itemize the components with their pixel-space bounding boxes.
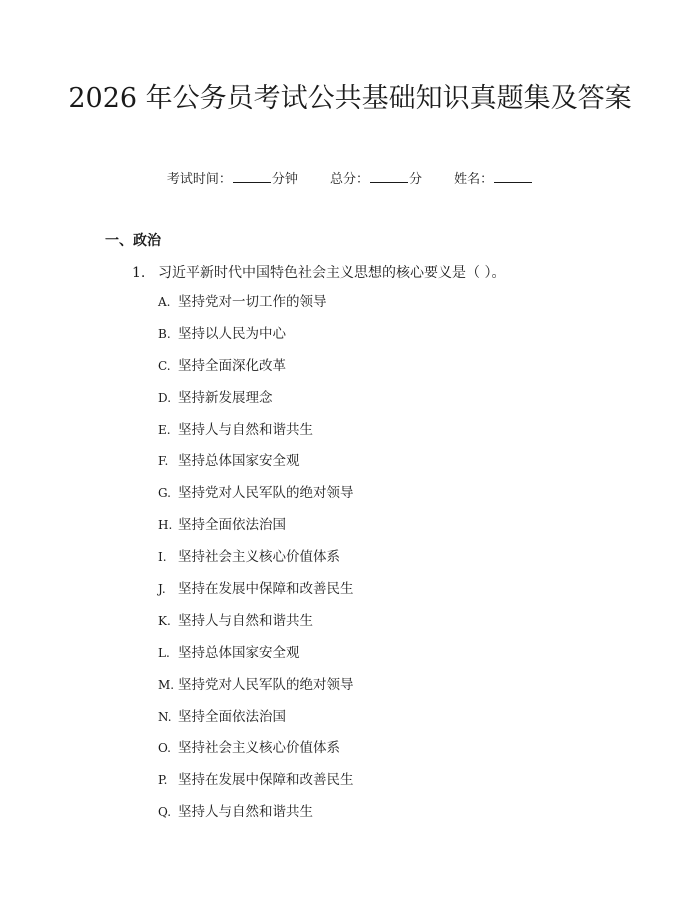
option-list xyxy=(158,292,354,834)
exam-time-label: 考试时间： xyxy=(166,172,232,187)
option-text: 坚持社会主义核心价值体系 xyxy=(178,740,340,757)
option-letter: A. xyxy=(158,295,171,309)
option-text: 坚持新发展理念 xyxy=(178,389,273,406)
option-item xyxy=(158,451,354,483)
option-item xyxy=(158,324,354,356)
option-item xyxy=(158,420,354,452)
exam-meta xyxy=(0,168,700,187)
option-text: 坚持以人民为中心 xyxy=(178,325,286,342)
question-number: 1. xyxy=(132,265,146,281)
option-item xyxy=(158,515,354,547)
option-letter: N. xyxy=(158,709,172,724)
name-field xyxy=(454,168,533,187)
option-item xyxy=(158,483,354,515)
option-text: 坚持人与自然和谐共生 xyxy=(178,421,313,438)
option-item xyxy=(158,738,354,770)
option-letter: E. xyxy=(158,422,171,437)
option-item xyxy=(158,802,354,834)
option-item xyxy=(158,292,354,324)
option-text: 坚持社会主义核心价值体系 xyxy=(178,549,340,566)
exam-time-blank xyxy=(233,170,271,183)
option-item xyxy=(158,611,354,643)
option-text: 坚持在发展中保障和改善民生 xyxy=(178,581,354,598)
option-item xyxy=(158,579,354,611)
option-letter: C. xyxy=(158,358,171,373)
option-text: 坚持党对一切工作的领导 xyxy=(178,294,327,310)
option-letter: J. xyxy=(158,582,166,597)
option-item xyxy=(158,643,354,675)
exam-time-unit: 分钟 xyxy=(271,172,298,187)
option-item xyxy=(158,675,354,707)
option-text: 坚持全面深化改革 xyxy=(178,357,286,374)
option-item xyxy=(158,770,354,802)
exam-time-field xyxy=(167,168,298,187)
option-letter: D. xyxy=(158,390,172,405)
option-item xyxy=(158,547,354,579)
question-text: 习近平新时代中国特色社会主义思想的核心要义是（ ）。 xyxy=(158,265,506,281)
name-blank xyxy=(494,170,532,183)
option-letter: Q. xyxy=(158,805,172,820)
option-text: 坚持党对人民军队的绝对领导 xyxy=(178,485,354,502)
option-letter: O. xyxy=(158,741,171,756)
total-score-label: 总分： xyxy=(329,172,369,187)
option-letter: B. xyxy=(158,326,171,341)
option-letter: H. xyxy=(158,518,173,533)
option-letter: G. xyxy=(158,486,171,501)
option-letter: I. xyxy=(158,550,167,565)
option-text: 坚持在发展中保障和改善民生 xyxy=(178,772,354,789)
name-label: 姓名： xyxy=(454,172,494,187)
option-text: 坚持人与自然和谐共生 xyxy=(178,612,313,629)
option-text: 坚持全面依法治国 xyxy=(178,708,286,725)
option-text: 坚持人与自然和谐共生 xyxy=(178,804,313,821)
option-item xyxy=(158,388,354,420)
option-letter: K. xyxy=(158,613,171,628)
total-score-field xyxy=(330,168,422,187)
option-text: 坚持总体国家安全观 xyxy=(178,644,300,661)
total-score-unit: 分 xyxy=(409,172,423,187)
option-letter: M. xyxy=(158,677,175,692)
option-item xyxy=(158,707,354,739)
section-heading: 一、政治 xyxy=(105,233,161,249)
question-stem xyxy=(132,262,505,282)
option-letter: P. xyxy=(158,773,168,788)
option-text: 坚持全面依法治国 xyxy=(178,517,286,534)
option-text: 坚持总体国家安全观 xyxy=(178,453,300,470)
document-title: 2026 年公务员考试公共基础知识真题集及答案 xyxy=(68,83,632,114)
option-letter: L. xyxy=(158,645,170,660)
option-item xyxy=(158,356,354,388)
option-letter: F. xyxy=(158,454,169,469)
option-text: 坚持党对人民军队的绝对领导 xyxy=(178,676,354,693)
total-score-blank xyxy=(370,170,408,183)
